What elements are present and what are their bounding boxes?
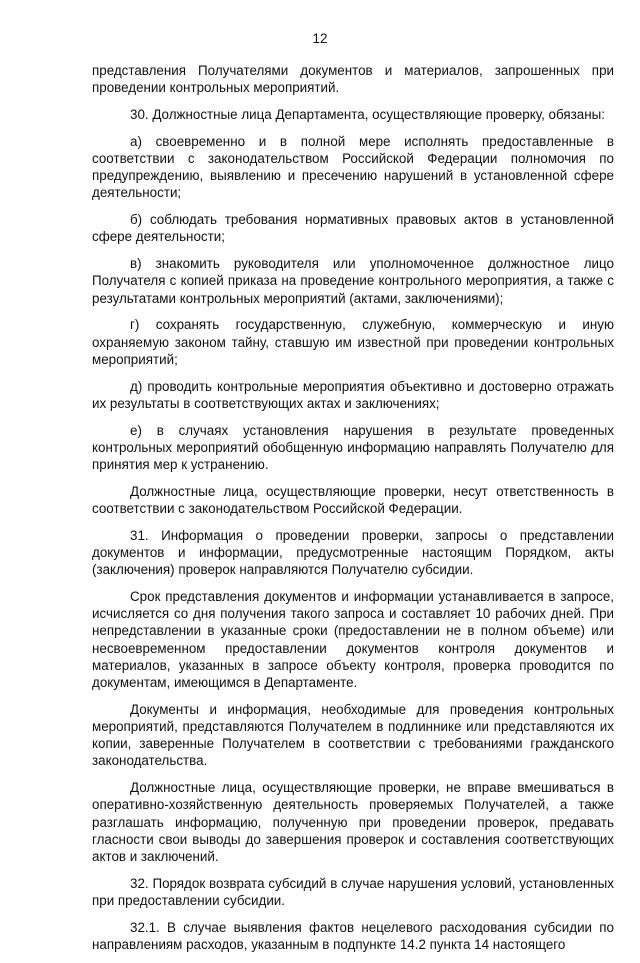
paragraph-31: 31. Информация о проведении проверки, запросы о представлении документов и информации, предусмотренные настоящим Порядком, акты (заключения) проверок направляются Получателю субсидии. [92, 527, 614, 578]
paragraph-deadline: Срок представления документов и информации устанавливается в запросе, исчисляется со дня получения такого запроса и составляет 10 рабочих дней. При непредставлении в указанные сроки (предоставлении не в полном объеме) или несвоевременном предоставлении документов контроля документов и материалов, указанных в запросе объекту контроля, проверка проводится по документам, имеющимся в Департаменте. [92, 589, 614, 691]
paragraph-30-g: г) сохранять государственную, служебную, коммерческую и иную охраняемую законом тайну, ставшую им известной при проведении контрольных мероприятий; [92, 317, 614, 367]
paragraph-30-a: а) своевременно и в полной мере исполнять предоставленные в соответствии с законодательством Российской Федерации полномочия по предупреждению, выявлению и пресечению нарушений в установленной сфере деятельности; [92, 133, 614, 201]
paragraph-30: 30. Должностные лица Департамента, осуществляющие проверку, обязаны: [130, 107, 605, 122]
paragraph-responsibility: Должностные лица, осуществляющие проверки, несут ответственность в соответствии с законодательством Российской Федерации. [92, 483, 614, 517]
paragraph-30-v: в) знакомить руководителя или уполномоченное должностное лицо Получателя с копией приказа на проведение контрольного мероприятия, а также с результатами контрольных мероприятий (актами, заключениями); [92, 256, 614, 306]
page-number: 12 [312, 31, 328, 46]
paragraph-32-1: 32.1. В случае выявления фактов нецелевого расходования субсидии по направлениям расходов, указанным в подпункте 14.2 пункта 14 настоящего [92, 919, 614, 953]
paragraph-30-b: б) соблюдать требования нормативных правовых актов в установленной сфере деятельности; [92, 212, 614, 245]
paragraph-non-interference: Должностные лица, осуществляющие проверки, не вправе вмешиваться в оперативно-хозяйственную деятельность проверяемых Получателей, а также разглашать информацию, полученную при проведении проверок, предавать гласности свои выводы до завершения проверок и составления соответствующих актов и заключений. [92, 780, 614, 865]
paragraph-30-e: е) в случаях установления нарушения в результате проведенных контрольных мероприятий обобщенную информацию направлять Получателю для принятия мер к устранению. [92, 422, 614, 473]
document-body [92, 62, 614, 963]
paragraph-documents: Документы и информация, необходимые для проведения контрольных мероприятий, представляются Получателем в подлиннике или представляются их копии, заверенные Получателем в соответствии с требованиями гражданского законодательства. [92, 701, 614, 769]
paragraph-32: 32. Порядок возврата субсидий в случае нарушения условий, установленных при предоставлении субсидии. [92, 875, 614, 909]
paragraph-30-d: д) проводить контрольные мероприятия объективно и достоверно отражать их результаты в соответствующих актах и заключениях; [92, 378, 614, 411]
paragraph-continuation: представления Получателями документов и материалов, запрошенных при проведении контрольных мероприятий. [92, 63, 614, 96]
